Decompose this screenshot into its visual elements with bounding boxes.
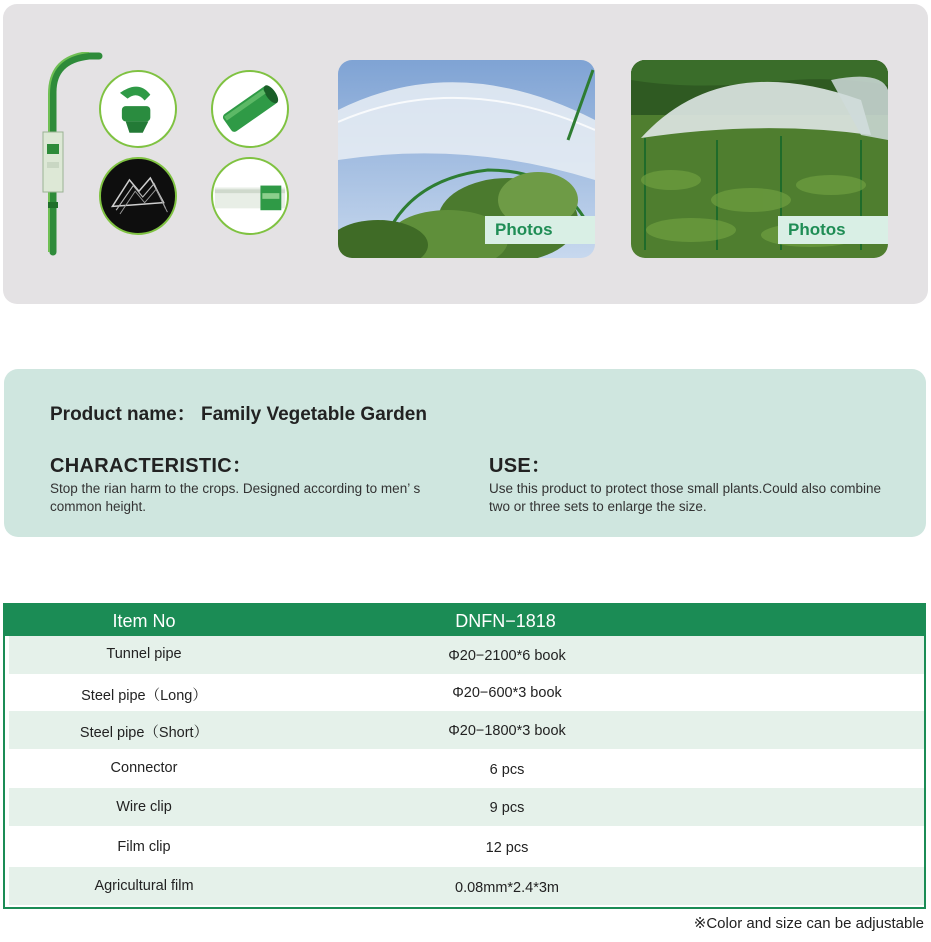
header-item-no: Item No bbox=[112, 611, 176, 631]
header-model-label: DNFN−1818 bbox=[455, 611, 556, 631]
greenhouse-photo-field bbox=[631, 60, 888, 258]
table-row bbox=[9, 636, 924, 674]
table-row bbox=[9, 826, 924, 867]
characteristic-text: Stop the rian harm to the crops. Designed according to men’ s common height. bbox=[50, 481, 421, 514]
row-value: Φ20−600*3 book bbox=[452, 685, 562, 701]
tunnel-pipe-illustration bbox=[39, 52, 103, 256]
product-gallery-panel bbox=[3, 4, 928, 304]
table-row bbox=[9, 674, 924, 711]
connector-clip-photo bbox=[99, 70, 177, 148]
spec-table bbox=[3, 603, 926, 909]
table-header bbox=[5, 605, 924, 636]
table-row bbox=[9, 788, 924, 826]
row-item: Connector bbox=[110, 760, 178, 776]
row-item: Wire clip bbox=[116, 799, 172, 815]
header-model bbox=[305, 605, 931, 638]
row-item: Tunnel pipe bbox=[106, 646, 182, 662]
row-value: Φ20−2100*6 book bbox=[448, 648, 566, 664]
row-value: 0.08mm*2.4*3m bbox=[455, 880, 559, 896]
row-item: Steel pipe（Short） bbox=[79, 725, 209, 741]
use-text: Use this product to protect those small plants.Could also combine two or three sets to enlarge the size. bbox=[489, 481, 881, 514]
row-value: 6 pcs bbox=[489, 762, 525, 778]
wire-clip-photo bbox=[99, 157, 177, 235]
table-row bbox=[9, 749, 924, 788]
row-item: Agricultural film bbox=[94, 878, 194, 894]
table-row bbox=[9, 867, 924, 905]
photo-tag: Photos bbox=[778, 216, 888, 244]
greenhouse-photo-closeup bbox=[338, 60, 595, 258]
row-item: Film clip bbox=[117, 839, 171, 855]
footnote: ※Color and size can be adjustable bbox=[693, 915, 924, 932]
photo-tag: Photos bbox=[485, 216, 595, 244]
table-row bbox=[9, 711, 924, 749]
use-heading: USE： bbox=[489, 455, 552, 477]
pipe-connector-photo bbox=[211, 70, 289, 148]
row-value: Φ20−1800*3 book bbox=[448, 723, 566, 739]
row-value: 12 pcs bbox=[485, 840, 529, 856]
film-roll-photo bbox=[211, 157, 289, 235]
row-value: 9 pcs bbox=[489, 800, 525, 816]
product-name: Product name： Family Vegetable Garden bbox=[50, 404, 427, 425]
row-item: Steel pipe（Long） bbox=[81, 688, 207, 704]
product-info-panel bbox=[4, 369, 926, 537]
characteristic-heading: CHARACTERISTIC： bbox=[50, 455, 253, 477]
